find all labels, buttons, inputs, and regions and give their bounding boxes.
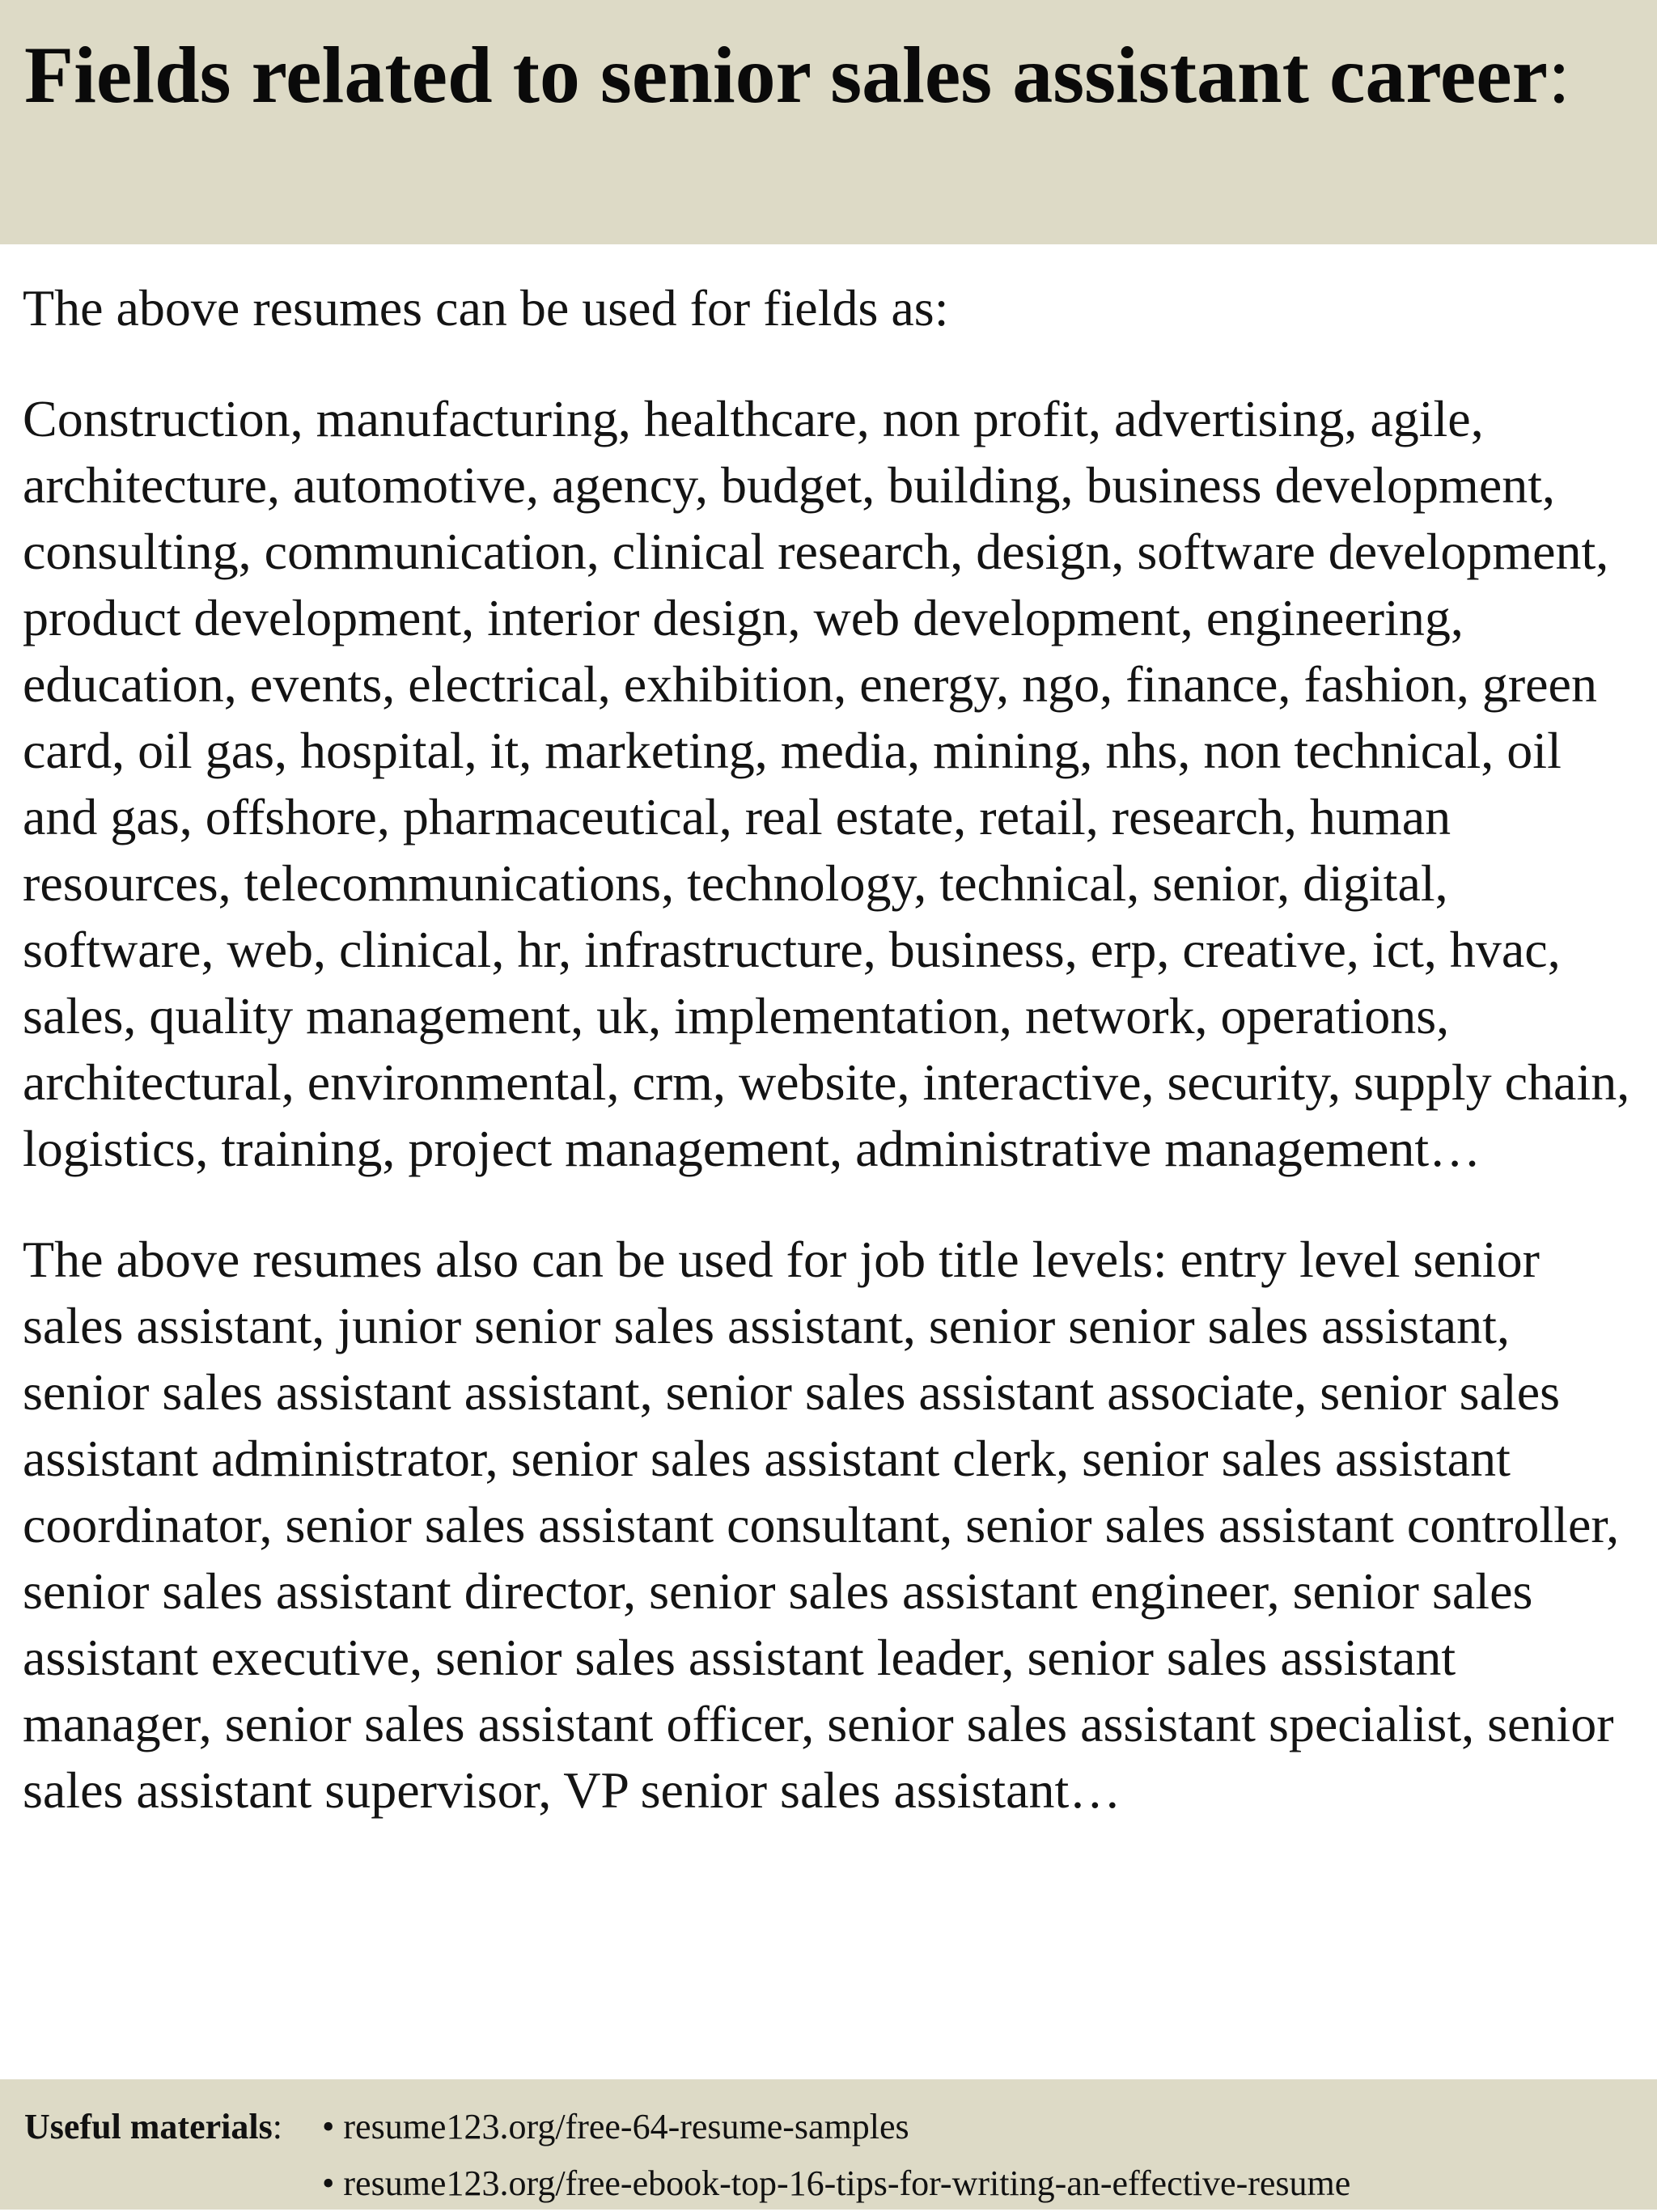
resume-samples-link[interactable]: resume123.org/free-64-resume-samples [343, 2107, 909, 2146]
job-levels-paragraph: The above resumes also can be used for job title levels: entry level senior sales assistant, junior senior sales assistant, senior senior sales assistant, senior sales assistant assistant, senior sales assistant associate, senior sales assistant administrator, senior sales assistant clerk, senior sales assistant coordinator, senior sales assistant consultant, senior sales assistant controller, senior sales assistant director, senior sales assistant engineer, senior sales assistant executive, senior sales assistant leader, senior sales assistant manager, senior sales assistant officer, senior sales assistant specialist, senior sales assistant supervisor, VP senior sales assistant… [23, 1231, 1620, 1819]
page-header [0, 0, 1657, 244]
useful-materials-label-text: Useful materials [24, 2107, 273, 2146]
footer-row-2 [24, 2155, 1657, 2212]
intro-paragraph: The above resumes can be used for fields as: [23, 279, 949, 337]
page-title [24, 23, 1633, 128]
useful-materials-label [24, 2099, 322, 2155]
useful-materials-label-colon: : [272, 2107, 282, 2146]
fields-list-paragraph: Construction, manufacturing, healthcare, non profit, advertising, agile, architecture, automotive, agency, budget, building, business development, consulting, communication, clinical research, design, software development, product development, interior design, web development, engineering, education, events, electrical, exhibition, energy, ngo, finance, fashion, green card, oil gas, hospital, it, marketing, media, mining, nhs, non technical, oil and gas, offshore, pharmaceutical, real estate, retail, research, human resources, telecommunications, technology, technical, senior, digital, software, web, clinical, hr, infrastructure, business, erp, creative, ict, hvac, sales, quality management, uk, implementation, network, operations, architectural, environmental, crm, website, interactive, security, supply chain, logistics, training, project management, administrative management… [23, 390, 1630, 1177]
bullet-icon: • [322, 2163, 335, 2203]
bullet-icon: • [322, 2107, 335, 2146]
main-content [23, 275, 1637, 1868]
page-title-colon: : [1548, 30, 1570, 120]
footer-row-1 [24, 2099, 1657, 2155]
page-title-text: Fields related to senior sales assistant career [24, 30, 1549, 120]
useful-materials-footer [0, 2079, 1657, 2210]
ebook-tips-link[interactable]: resume123.org/free-ebook-top-16-tips-for-writing-an-effective-resume [343, 2163, 1351, 2203]
